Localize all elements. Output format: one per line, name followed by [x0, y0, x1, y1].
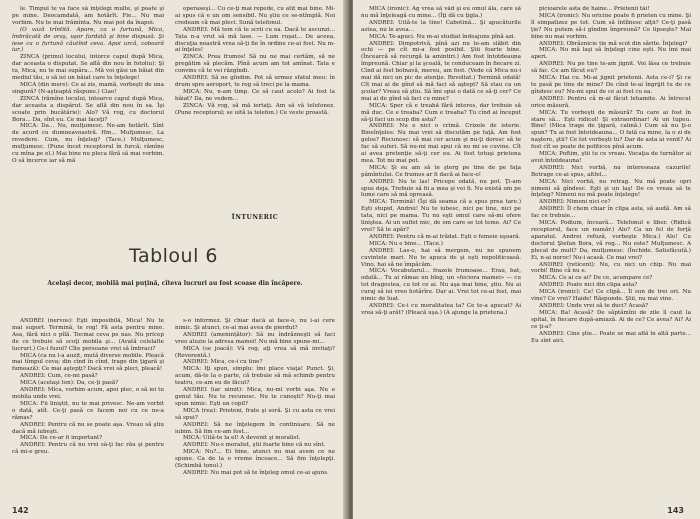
- page-number-left: 142: [12, 506, 29, 515]
- paragraph: ANDREI (iar uimit): Mica, nu-mi vorbi aşa. Nu e genul tău. Nu te recunosc. Nu te cunoşti? Nu-ţi mai spun nimic. Eşti un copil?: [175, 387, 335, 407]
- paragraph: MICA (ironic): Nu oricine poate fi prieten cu mine. Şi îl simpatizez pe tot. Cum să întîlnesc alţii? Ce-ţi pasă ţie? Nu putem să-i gîndim împreună? Ce lipseşte? Mai bine nu mai vorbim.: [531, 12, 691, 40]
- paragraph: ANDREI: Nu te las! Pricepe odată, nu pot. Ţi-am spus deja. Trebuie să fii a mea şi vei fi. Nu există om pe lume care să mă opreasă.: [361, 178, 521, 199]
- paragraph: ANDREI: Cine ştie... Poate se mai află în altă parte... Eu sînt aici.: [531, 330, 691, 344]
- paragraph: ANDREI: Cum, ce-mi pasă?: [20, 373, 98, 380]
- paragraph: MICA: Ce ai ce ai? De ce, acumpare ce?: [539, 275, 653, 282]
- page-number-right: 143: [667, 506, 684, 515]
- paragraph: MICA (se joacă): Vă rog, aţi vrea să mă invitaţi? (Reverentă.): [175, 345, 335, 359]
- paragraph: MICA: Tu vorbeşti de măsură? Tu care ai fost în stare să... Eşti ridicol! Şi extraordinar! Ai un tupeu. Bine! (Mica trage de ţigară, calmă.) Cum să nu ţi-o spun? Tu ai fost întotdeauna... O fată ca mine, la o zi de naştere, ştii? Ce tot vorbeşti tu? Dar de asta ai venit? Ai fost cît se poate de politicos pînă acum.: [531, 109, 691, 151]
- paragraph: ZINCA: Prea frumos! Să nu ne mai certăm, să ne pregătim să plecăm. Pînă acum am tot amînat. Tata e convins că te vei răzgîndi.: [175, 54, 335, 75]
- paragraph: ANDREI (reticent): Nu, cu nici un chip. Nu mai vorbi! Bine că nu e.: [531, 261, 691, 275]
- paragraph: ANDREI: Nimeni nici ce?: [539, 199, 611, 206]
- paragraph: ANDREI: Dimpotrivă, pînă azi nu te-am slăbit din ochi — pe cît mi-a fost posibil. Ştii foarte bine. (Încearcă să recurgă la amintiri.) Am fost întotdeauna împreună. Chiar şi la şcoală, te conduceam în fiecare zi. Cînd ai fost bolnavă, mereu, am fost. (Vede că Mica nu-i mai dă nici un pic de atenţie. Revoltat.) Termină odată! Cît mai ai de gînd să mă faci să aştept? Să stau ca un şcolar? Vreau să ştiu. Să îmi spui o dată ce să-ţi cer? Ce mai ai de gînd să faci cu mine?: [361, 40, 521, 102]
- paragraph: ANDREI: Îl chem chiar în clipa asta, să audă. Am să fac ce trebuie...: [531, 206, 691, 220]
- paragraph: MICA (ca nu l-a auzit, mută diverse mobile. Pleacă mai tîmpul ceva; din cînd în cînd, trage din ţigară şi fumează): Ce mai aştepţi? Dacă vrei să pleci, pleacă!: [12, 352, 164, 373]
- paragraph: MICA: Iţi spun, simplu: îmi place viaţa! Punct. Şi, acum, dă-te la o parte, că trebuie să mă schimb pentru teatru, ce-am eu de făcut?: [175, 366, 335, 387]
- left-page: [0, 0, 347, 519]
- tableau-title: Tabloul 6: [128, 245, 219, 267]
- paragraph: ANDREI: Uită-te la tine! Cabotină... Şi apucăturile astea, nu le avea...: [361, 19, 521, 33]
- paragraph: MICA: Uită-te la el! A devenit şi moralist.: [183, 435, 301, 442]
- paragraph: ANDREI: Obrăznicie tie mă scot din sărite. Înţelegi?: [539, 40, 688, 47]
- paragraph: MICA: Da... Nu, mulţumesc. Ne-am hotărît. Sînt de acord cu dumneavoastră. Hm... Mulţumesc. La revedere. Cum, nu înţeleg? (Tace.) Mulţumesc, mulţumesc. (Pune încet receptorul în furcă; rămîne cu mîna pe el.) Mai bine nu pleca fără să mai vorbim. O să încerce iar să mă: [12, 123, 164, 164]
- paragraph: picioarele asta de haine... Prietenii tăi!: [539, 6, 650, 12]
- paragraph: MICA: Hai cu. Mi-ai jignit prietenii. Asta ce-i? Şi ce te pasă pe tine de mine? De cînd te-ai îngrijit tu de ce gîndesc eu? Nu-mi spui de ce ai fost cu ea.: [531, 75, 691, 95]
- paragraph: MICA: Nu e bine... (Tace.): [369, 240, 443, 247]
- paragraph: MICA: Te-apuci. Nu m-ai studiat îndeajuns pînă azi.: [369, 33, 516, 40]
- paragraph: MICA: Fii liniştit, nu te mai privesc. Ne-am vorbit o dată, atît. Ce-ţi pasă ce facem noi cu ce ne-a rămas?: [12, 400, 164, 421]
- paragraph: ANDREI: Poate nici din clipa asta?: [539, 282, 638, 289]
- left-page-column-1: [12, 6, 164, 216]
- paragraph: MICA (ironic): Ag vrea să văd şi eu omul ăla, care să nu mă înţeleagă cu mine... (Îţi dă cu ţigla.): [361, 6, 521, 19]
- paragraph: ANDREI: Să ne gîndim. Pot să urmez sfatul meu: în drum spre aeroport, te rog să treci pe la mama.: [175, 75, 335, 88]
- paragraph: MICA (rea): Prieteni, frate şi soră. Şi cu asta ce vrei să spui?: [175, 407, 335, 421]
- paragraph: ANDREI: Mica, ce-i cu tine?: [183, 359, 263, 366]
- paragraph: ANDREI: Ce-i cu moralitatea ta? Ce te-a apucat? Ai vrea să-ţi arăt? (Pleacă uşa.) (A ajunge la prietena.): [361, 302, 521, 316]
- paragraph: ANDREI: Nu pe tine te-am jignit. Voi lăsa ce trebuie să fac. Ce am făcut eu?: [531, 61, 691, 75]
- paragraph: MICA: De ce-ar fi important?: [20, 435, 103, 442]
- stage-direction: (O vază trîntită. Apare, ca o furtună, Mica, îmbrăcată de oraş, uşor fardată şi bine dispusă. Şi iese ca o furtună căutînd ceva. Apoi urcă, coboară iar.): [12, 26, 164, 54]
- paragraph: ANDREI (nervos): Eşti imposibilă, Mica! Nu te mai suport. Termină, te rog! Fă asta pentru mine. Asa, fără nici o pîlă. Tocmai ceva pe nas. Nu pricep de ce trebuie să scoţi mobila şi... (Arată celelalte lucruri.) Ce-i fuzul? Cîte persoane vrei să îmbraci?: [12, 318, 164, 352]
- paragraph: ANDREI: Nu-s moralist, ştii foarte bine că nu sînt.: [183, 442, 326, 449]
- right-page-column-2: [531, 6, 691, 496]
- left-page-column-3: [12, 318, 164, 496]
- paragraph: MICA: Şi eu am să te şterg pe tine de pe faţa pămîntului. Ce frumos ar fi dacă ai face-o!: [361, 164, 521, 178]
- paragraph: ZINCA (rămîne locului, intoarce capul după Mica, dar aceasta a dispărut. Se află din nou în sa. Îşi scoate prin bucătărie): Alo? Vă rog, cu doctorul Bora... Da, sînt eu. Ce mai faceţi?: [12, 95, 164, 123]
- paragraph: ANDREI: Pentru că nu vrei să-ţi fac rău şi pentru că mi-e greu.: [12, 442, 164, 456]
- paragraph: MICA: Termină! (Îşi dă seama că a spus prea tare.) Eşti stupid, Andrei! Nu te iubesc, nici pe tine, nici pe tata, nici pe mama. Tu nu eşti omul care să-mi ofere liniştea. Ai un suflet mic, de om care se tot teme. Ai? Ce vrei? Să te apăr?: [361, 199, 521, 233]
- paragraph: MICA: Nu?... Ei bine, atunci nu mai avem ce ne spune. Ca de la o vreme încoace... Să fim înţelepţi. (Schimbă tonul.): [175, 449, 335, 470]
- paragraph: ANDREI: Las-o, hai să mergem, nu ne spunem cuvintele mari. Nu te apuca de şi eşti nepoliticoasă. Vino, hai să ne împăcăm.: [361, 247, 521, 268]
- paragraph: MICA (acelaşi ton): Da, ce-ţi pasă?: [20, 380, 119, 387]
- paragraph: ANDREI (amenințător): Să nu îndrăzneşti să faci vreo aluzie la adresa mamei! Nu mă bine spune-mi...: [175, 331, 335, 345]
- paragraph: MICA: Nu mă laşi să înţelegi cine eşti. Nu îmi mai aperi.: [531, 47, 691, 61]
- paragraph: ANDREI: Pentru că nu se poate aşa. Vreau să ştiu dacă mă iubeşti.: [12, 421, 164, 435]
- paragraph: MICA: Vocabularul... frazele frumoase... Erau, bat, odată... Tu ai rămas un bleg, un «feciora mamei» — cu tot dragostea, cu tot ce ai. Nu aşa mai bine, ştiu. Nu ai curaj să iei vreo hotărîre. Dar ai. Vrei tot ce-ai fost, mai nimic de luat.: [361, 268, 521, 303]
- paragraph: ANDREI: Mica, vorbim acum, apoi plec, o să iei tu mobila unde vrei.: [12, 387, 164, 400]
- paragraph: MICA: Nu, n-am timp. Ce să caut acolo? Ai fost la băiat? Da, ne vedem...: [175, 88, 335, 102]
- paragraph: ANDREI: Nici vorbă, nu intereseaza cazurile! Betrage ce-ai spus, altfel...: [531, 164, 691, 178]
- paragraph: operaseşi... Cu ce-ţi mai repede, cu atît mai bine. Mi-ai spus că e un om sensibil. Nu ştiu ce se-ntîmplă. Noi credeam că mai pleci. Sună telefonul.: [175, 6, 335, 26]
- paragraph: MICA: Podium, înceară... Telefonul e liber. (Ridică receptorul, face un număr.) Alo? Ca un fel de forţă aparatul. Andrei refuză, vorbeşte Mica.) Alo! Cu doctorul Ştefan Bora, vă rog... Nu este? Mulţumesc. A plecat de mult? Da, mulţumesc. (Închide. Satisfăcută.) Ei, n-ai noroc! Nu-i acasă. Ce mai vrei?: [531, 220, 691, 261]
- right-page-column-1: [361, 6, 521, 496]
- paragraph: ANDREI: Unde vrei să te duci? Acasă?: [539, 302, 649, 309]
- paragraph: MICA: Poftim, ştii tu ce vreau. Vocaţia de turnător ai avut întotdeauna!: [531, 151, 691, 164]
- paragraph: ANDREI: Nu mai pot să te înţeleg omul ce-ai ajuns.: [183, 469, 329, 476]
- paragraph: ANDREI: Să ne înţelegem în continuare. Să ne iubim. Să fim ce-am fost...: [175, 421, 335, 435]
- paragraph: ANDREI: Nu e nici o crimă. Crizele de isterie. Bineînţeles: Nu mai vrei să discutăm pe faţă. Am fost gelos? Recunosc: să mai cer acum şi nu-ţi doresc să te fac să suferi. Să nu-mi mai spui că nu mi se cuvine. Cît ai avea pretenţie să-ţi cer eu. Ai fost totuşi prietena mea. Tot nu mai pot.: [361, 123, 521, 164]
- paragraph: ANDREI: Pentru că m-ai trădat. Eşti o femeie uşoară.: [369, 233, 521, 240]
- paragraph: ANDREI: Mă tem că te scrii cu ea. Dacă te ascunzi... Tata n-a vrut să mă lase. — Lum ruşat... De aceea, discuţia noastră vrea să-ţi fie în ordine ce-ai fost. Nu m-ai înţeles!: [175, 26, 335, 54]
- paragraph: MICA: Sper că e treabă fără interes, dar trebuie să mă duc. Ce e treaba? Cum e treaba? Tu cînd ai început să-ţi faci un scop din asta?: [361, 102, 521, 123]
- paragraph: ZINCA: Vă rog, să mă iertaţi. Am să vă telefonez. (Pune receptorul; se uită la telefon.) Ce veste proastă.: [175, 102, 335, 116]
- paragraph: MICA (din mers): Ce ai zis, mamă, vorbeşti de una singură? (N-aşteaptă răspuns.) Ciao!: [12, 81, 164, 95]
- paragraph: MICA: Nici vorbă, nu retrag. Nu mă poate opri nimeni să gîndesc. Eşti şi un laş! De ce vreau să te înţeleg? Nimeni nu mă poate înţelege!: [531, 178, 691, 199]
- paragraph: le. Timpul te va face să înţelegi multe, şi poate şi pe mine. Deocamdată, am hotărît. Fie... Nu mai vorbim. Nu te mai frămînta. Nu mai pot da înapoi.: [12, 6, 164, 26]
- paragraph: MICA (ironic): Ca! Ce clipă... Îl sun de trei ori. Nu vine? Ce vrei? Haide! Răspunde. Ştii, nu mai vine.: [531, 289, 691, 303]
- left-page-column-2: [175, 6, 335, 216]
- paragraph: s-o informez. Şi chiar dacă ai face-o, nu i-ai cere nimic. Şi atunci, ce-ai mai avea de pierdut?: [175, 318, 335, 331]
- right-page: [353, 0, 700, 519]
- scene-end-heading: ÎNTUNERIC: [231, 214, 279, 221]
- left-page-column-4: [175, 318, 335, 496]
- paragraph: ZINCA (primul locului, intorce capul după Mica, dar aceasta o disputat. Se află din nou în fotoliu): Şi tu, Mica, nu te mai supăra... Mă voi găsi un băiat din mediul tău, o să iei un băiat care te înţelege!: [12, 54, 164, 82]
- paragraph: ANDREI: Pentru că m-ai făcut lehamite. Ai întrecut orice măsură.: [531, 95, 691, 109]
- tableau-decor-note: Acelaşi decor, mobilă mai puţină, cîteva lucruri au fost scoase din încăpere.: [47, 280, 303, 287]
- paragraph: MICA: Ba! Acasă? De săptămîni de zile îl caut la spital, în fiecare după-amiază. Ai de ce? Ce avea? Ai? Ai ce ţi-a?: [531, 309, 691, 330]
